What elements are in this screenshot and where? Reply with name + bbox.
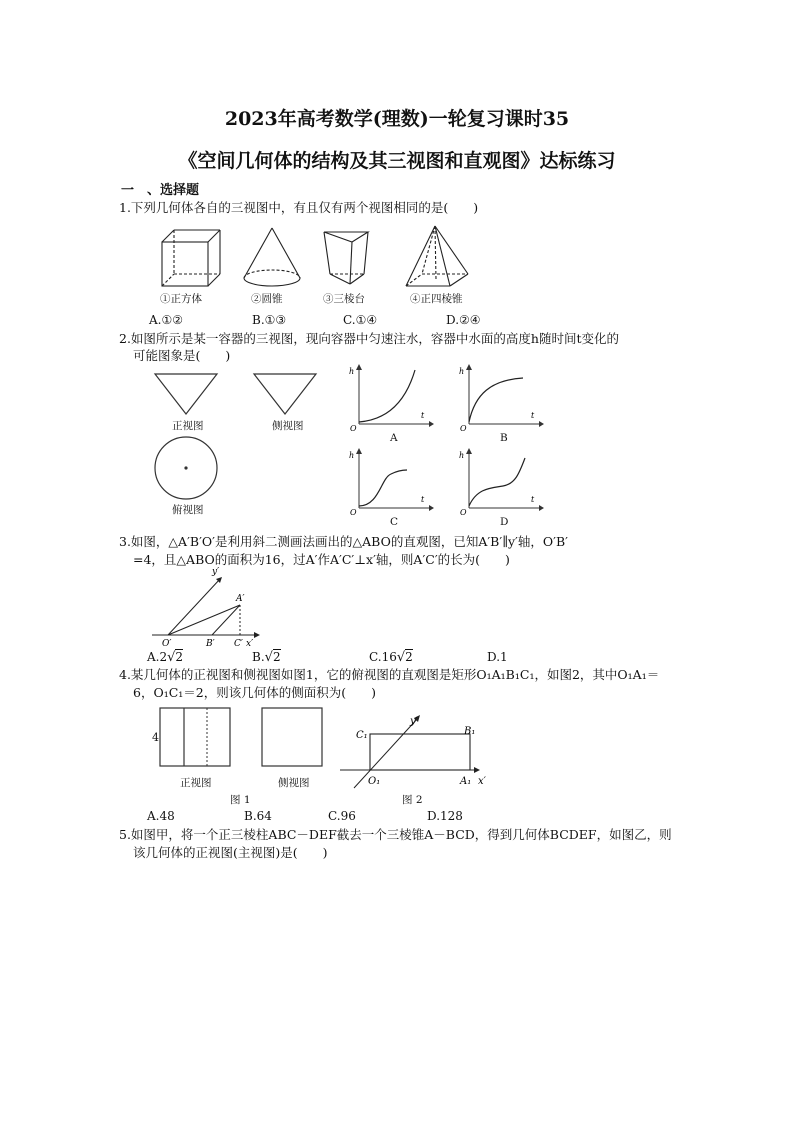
q3-option-a-text: A.2 (147, 650, 168, 664)
q3-option-a-radicand: 2 (175, 650, 184, 664)
question-2-line2: 可能图象是( ) (133, 348, 231, 363)
q4-figure-2 (340, 712, 490, 792)
q2-front-view-label: 正视图 (172, 420, 204, 432)
frustum-figure (324, 232, 368, 284)
question-5-line2: 该几何体的正视图(主视图)是( ) (133, 845, 328, 860)
q4-option-c[interactable]: C.96 (328, 809, 356, 823)
q4-option-b[interactable]: B.64 (244, 809, 272, 823)
q2-graph-d (455, 448, 545, 516)
q1-caption-cone: ②圆锥 (251, 293, 283, 305)
q3-label-x: x′ (246, 639, 254, 649)
origin-label: O (460, 508, 467, 517)
q4-fig1-caption: 图 1 (230, 794, 251, 806)
q3-option-b-radicand: 2 (272, 650, 281, 664)
q2-graph-a-label: A (390, 432, 398, 444)
q3-figure (148, 565, 268, 650)
q2-graph-b (455, 364, 545, 432)
q2-graph-a (345, 364, 435, 432)
cone-figure (244, 228, 300, 286)
q4-option-a[interactable]: A.48 (147, 809, 175, 823)
q1-option-c[interactable]: C.①④ (343, 313, 378, 327)
axis-label-h: h (459, 367, 465, 376)
axis-label-h: h (349, 367, 355, 376)
page-title: 2023年高考数学(理数)一轮复习课时35 (224, 108, 570, 130)
origin-label: O (460, 424, 467, 433)
q3-option-c[interactable]: C.16√2 (369, 650, 413, 665)
q4-label-x: x′ (478, 776, 486, 787)
q2-graph-c (345, 448, 435, 516)
question-3-line1: 3.如图，△A′B′O′是利用斜二测画法画出的△ABO的直观图，已知A′B′∥y′轴，O′B′ (119, 534, 568, 549)
q3-label-a: A′ (236, 594, 245, 604)
q4-side-length-label: 4 (152, 731, 159, 744)
q2-graph-c-label: C (390, 516, 399, 528)
axis-label-t: t (531, 495, 535, 504)
q4-label-y: y′ (410, 716, 418, 727)
q1-option-d[interactable]: D.②④ (446, 313, 481, 327)
page-subtitle: 《空间几何体的结构及其三视图和直观图》达标练习 (178, 150, 616, 172)
q3-option-a[interactable]: A.2√2 (147, 650, 184, 665)
pyramid-figure (406, 226, 468, 286)
q1-option-b[interactable]: B.①③ (252, 313, 287, 327)
q4-fig2-caption: 图 2 (402, 794, 423, 806)
q3-label-o: O′ (162, 639, 172, 649)
q1-caption-cube: ①正方体 (160, 293, 202, 305)
q4-label-c: C₁ (356, 730, 368, 741)
q3-option-c-radicand: 2 (405, 650, 413, 664)
q3-label-y: y′ (212, 567, 220, 577)
q2-graph-b-label: B (500, 432, 508, 444)
q3-label-b: B′ (206, 639, 215, 649)
section-heading: 一 、选择题 (121, 183, 200, 198)
q3-option-b[interactable]: B.√2 (252, 650, 281, 665)
q2-three-views (150, 370, 310, 500)
axis-label-t: t (531, 411, 535, 420)
q2-graph-d-label: D (500, 516, 509, 528)
q4-front-view-label: 正视图 (180, 777, 212, 789)
q4-option-d[interactable]: D.128 (427, 809, 463, 823)
q1-caption-pyramid: ④正四棱锥 (410, 293, 463, 305)
question-2-line1: 2.如图所示是某一容器的三视图，现向容器中匀速注水，容器中水面的高度h随时间t变化的 (119, 331, 620, 346)
axis-label-t: t (421, 411, 425, 420)
q3-option-d[interactable]: D.1 (487, 650, 508, 664)
q3-option-b-text: B. (252, 650, 265, 664)
axis-label-h: h (459, 451, 465, 460)
question-3-line2: =4，且△ABO的面积为16，过A′作A′C′⊥x′轴，则A′C′的长为( ) (133, 552, 510, 567)
q2-top-view-label: 俯视图 (172, 504, 204, 516)
origin-label: O (350, 424, 357, 433)
axis-label-h: h (349, 451, 355, 460)
origin-label: O (350, 508, 357, 517)
cube-figure (162, 230, 220, 286)
question-4-line1: 4.某几何体的正视图和侧视图如图1，它的俯视图的直观图是矩形O₁A₁B₁C₁，如图2，其中O₁A₁＝ (119, 667, 660, 682)
axis-label-t: t (421, 495, 425, 504)
q4-label-a: A₁ (460, 776, 472, 787)
q2-side-view-label: 侧视图 (272, 420, 304, 432)
question-4-line2: 6，O₁C₁＝2，则该几何体的侧面积为( ) (133, 685, 376, 700)
q3-option-c-text: C.16 (369, 650, 397, 664)
question-5-line1: 5.如图甲，将一个正三棱柱ABC－DEF截去一个三棱锥A－BCD，得到几何体BCDEF，如图乙，则 (119, 827, 672, 842)
q3-label-c: C′ (234, 639, 243, 649)
q1-option-a[interactable]: A.①② (149, 313, 183, 327)
question-1-text: 1.下列几何体各自的三视图中，有且仅有两个视图相同的是( ) (119, 200, 479, 215)
q4-label-b: B₁ (464, 726, 476, 737)
q1-caption-frustum: ③三棱台 (323, 293, 365, 305)
q4-label-o: O₁ (368, 776, 381, 787)
q4-side-view-label: 侧视图 (278, 777, 310, 789)
